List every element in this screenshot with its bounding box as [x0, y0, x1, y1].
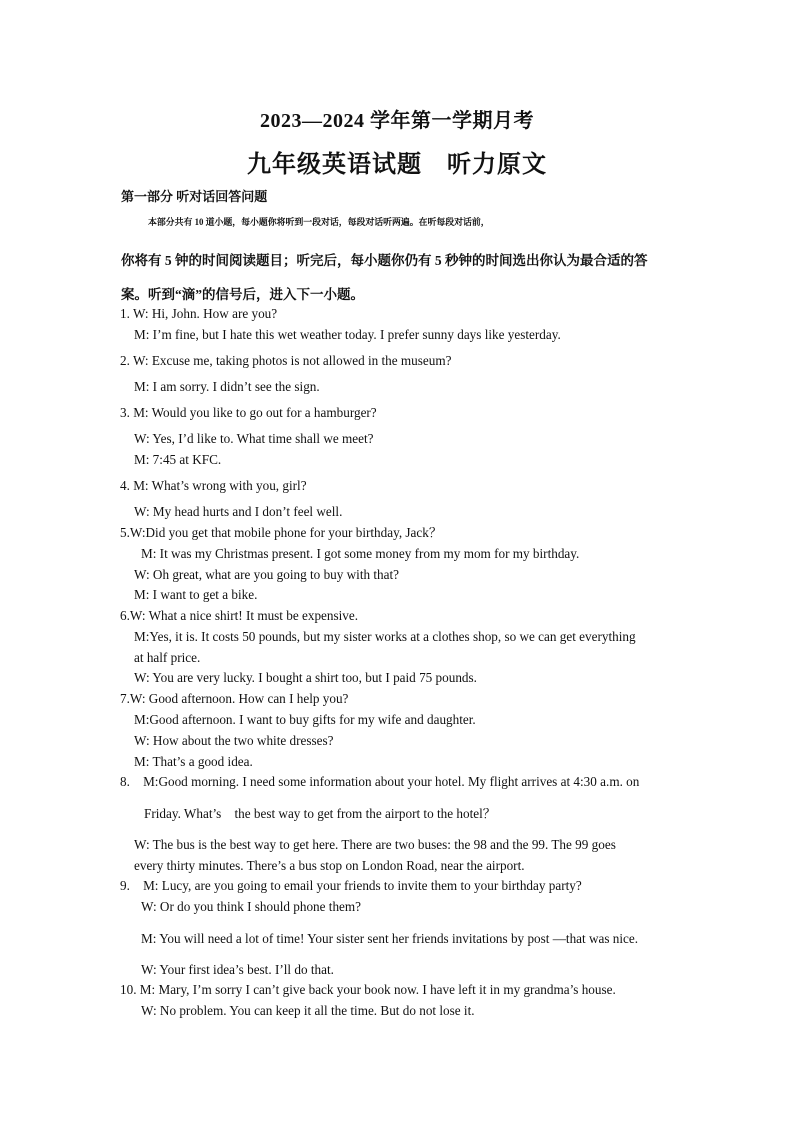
dialogue-line: M: That’s a good idea. [134, 754, 253, 769]
exam-title-year: 2023—2024 学年第一学期月考 [260, 110, 534, 132]
dialogue-line: W: Yes, I’d like to. What time shall we meet? [134, 431, 374, 446]
dialogue-line: M: 7:45 at KFC. [134, 452, 222, 467]
dialogue-line: W: My head hurts and I don’t feel well. [134, 504, 343, 519]
dialogue-line: M: I’m fine, but I hate this wet weather today. I prefer sunny days like yesterday. [134, 327, 561, 342]
dialogue-line: 10. M: Mary, I’m sorry I can’t give back your book now. I have left it in my grandma’s house. [120, 982, 616, 997]
dialogue-line: W: Or do you think I should phone them? [141, 899, 362, 914]
dialogue-line: at half price. [134, 650, 201, 665]
intro-line: 本部分共有 10 道小题，每小题你将听到一段对话，每段对话听两遍。在听每段对话前， [148, 217, 490, 227]
dialogue-line: every thirty minutes. There’s a bus stop on London Road, near the airport. [134, 858, 525, 873]
dialogue-line: 9. M: Lucy, are you going to email your friends to invite them to your birthday party? [120, 878, 582, 893]
dialogue-line: M: I am sorry. I didn’t see the sign. [134, 379, 320, 394]
dialogue-line: W: Oh great, what are you going to buy with that? [134, 567, 400, 582]
dialogue-line: M:Yes, it is. It costs 50 pounds, but my sister works at a clothes shop, so we can get everything [134, 629, 636, 644]
dialogue-line: 5.W:Did you get that mobile phone for your birthday, Jack？ [120, 525, 443, 540]
dialogue-line: Friday. What’s the best way to get from the airport to the hotel？ [144, 806, 496, 821]
dialogue-line: 7.W: Good afternoon. How can I help you? [120, 691, 349, 706]
dialogue-line: 6.W: What a nice shirt! It must be expensive. [120, 608, 359, 623]
dialogue-line: M:Good afternoon. I want to buy gifts for my wife and daughter. [134, 712, 476, 727]
dialogue-line: M: You will need a lot of time! Your sister sent her friends invitations by post —that was nice. [141, 931, 639, 946]
dialogue-line: W: You are very lucky. I bought a shirt too, but I paid 75 pounds. [134, 670, 477, 685]
dialogue-line: 8. M:Good morning. I need some information about your hotel. My flight arrives at 4:30 a.m. on [120, 774, 640, 789]
dialogue-line: M: It was my Christmas present. I got some money from my mom for my birthday. [141, 546, 580, 561]
dialogue-line: 3. M: Would you like to go out for a hamburger? [120, 405, 377, 420]
section-heading: 第一部分 听对话回答问题 [121, 189, 268, 204]
intro-line: 你将有 5 钟的时间阅读题目；听完后，每小题你仍有 5 秒钟的时间选出你认为最合适的答 [121, 253, 648, 268]
dialogue-line: W: The bus is the best way to get here. There are two buses: the 98 and the 99. The 99 goes [134, 837, 616, 852]
dialogue-line: 2. W: Excuse me, taking photos is not allowed in the museum? [120, 353, 452, 368]
dialogue-line: 4. M: What’s wrong with you, girl? [120, 478, 307, 493]
dialogue-line: 1. W: Hi, John. How are you? [120, 306, 278, 321]
dialogue-line: W: No problem. You can keep it all the time. But do not lose it. [141, 1003, 475, 1018]
intro-line: 案。听到“滴”的信号后，进入下一小题。 [121, 287, 364, 302]
exam-title-subject: 九年级英语试题 听力原文 [247, 152, 547, 178]
dialogue-line: W: Your first idea’s best. I’ll do that. [141, 962, 334, 977]
dialogue-line: M: I want to get a bike. [134, 587, 258, 602]
dialogue-line: W: How about the two white dresses? [134, 733, 334, 748]
